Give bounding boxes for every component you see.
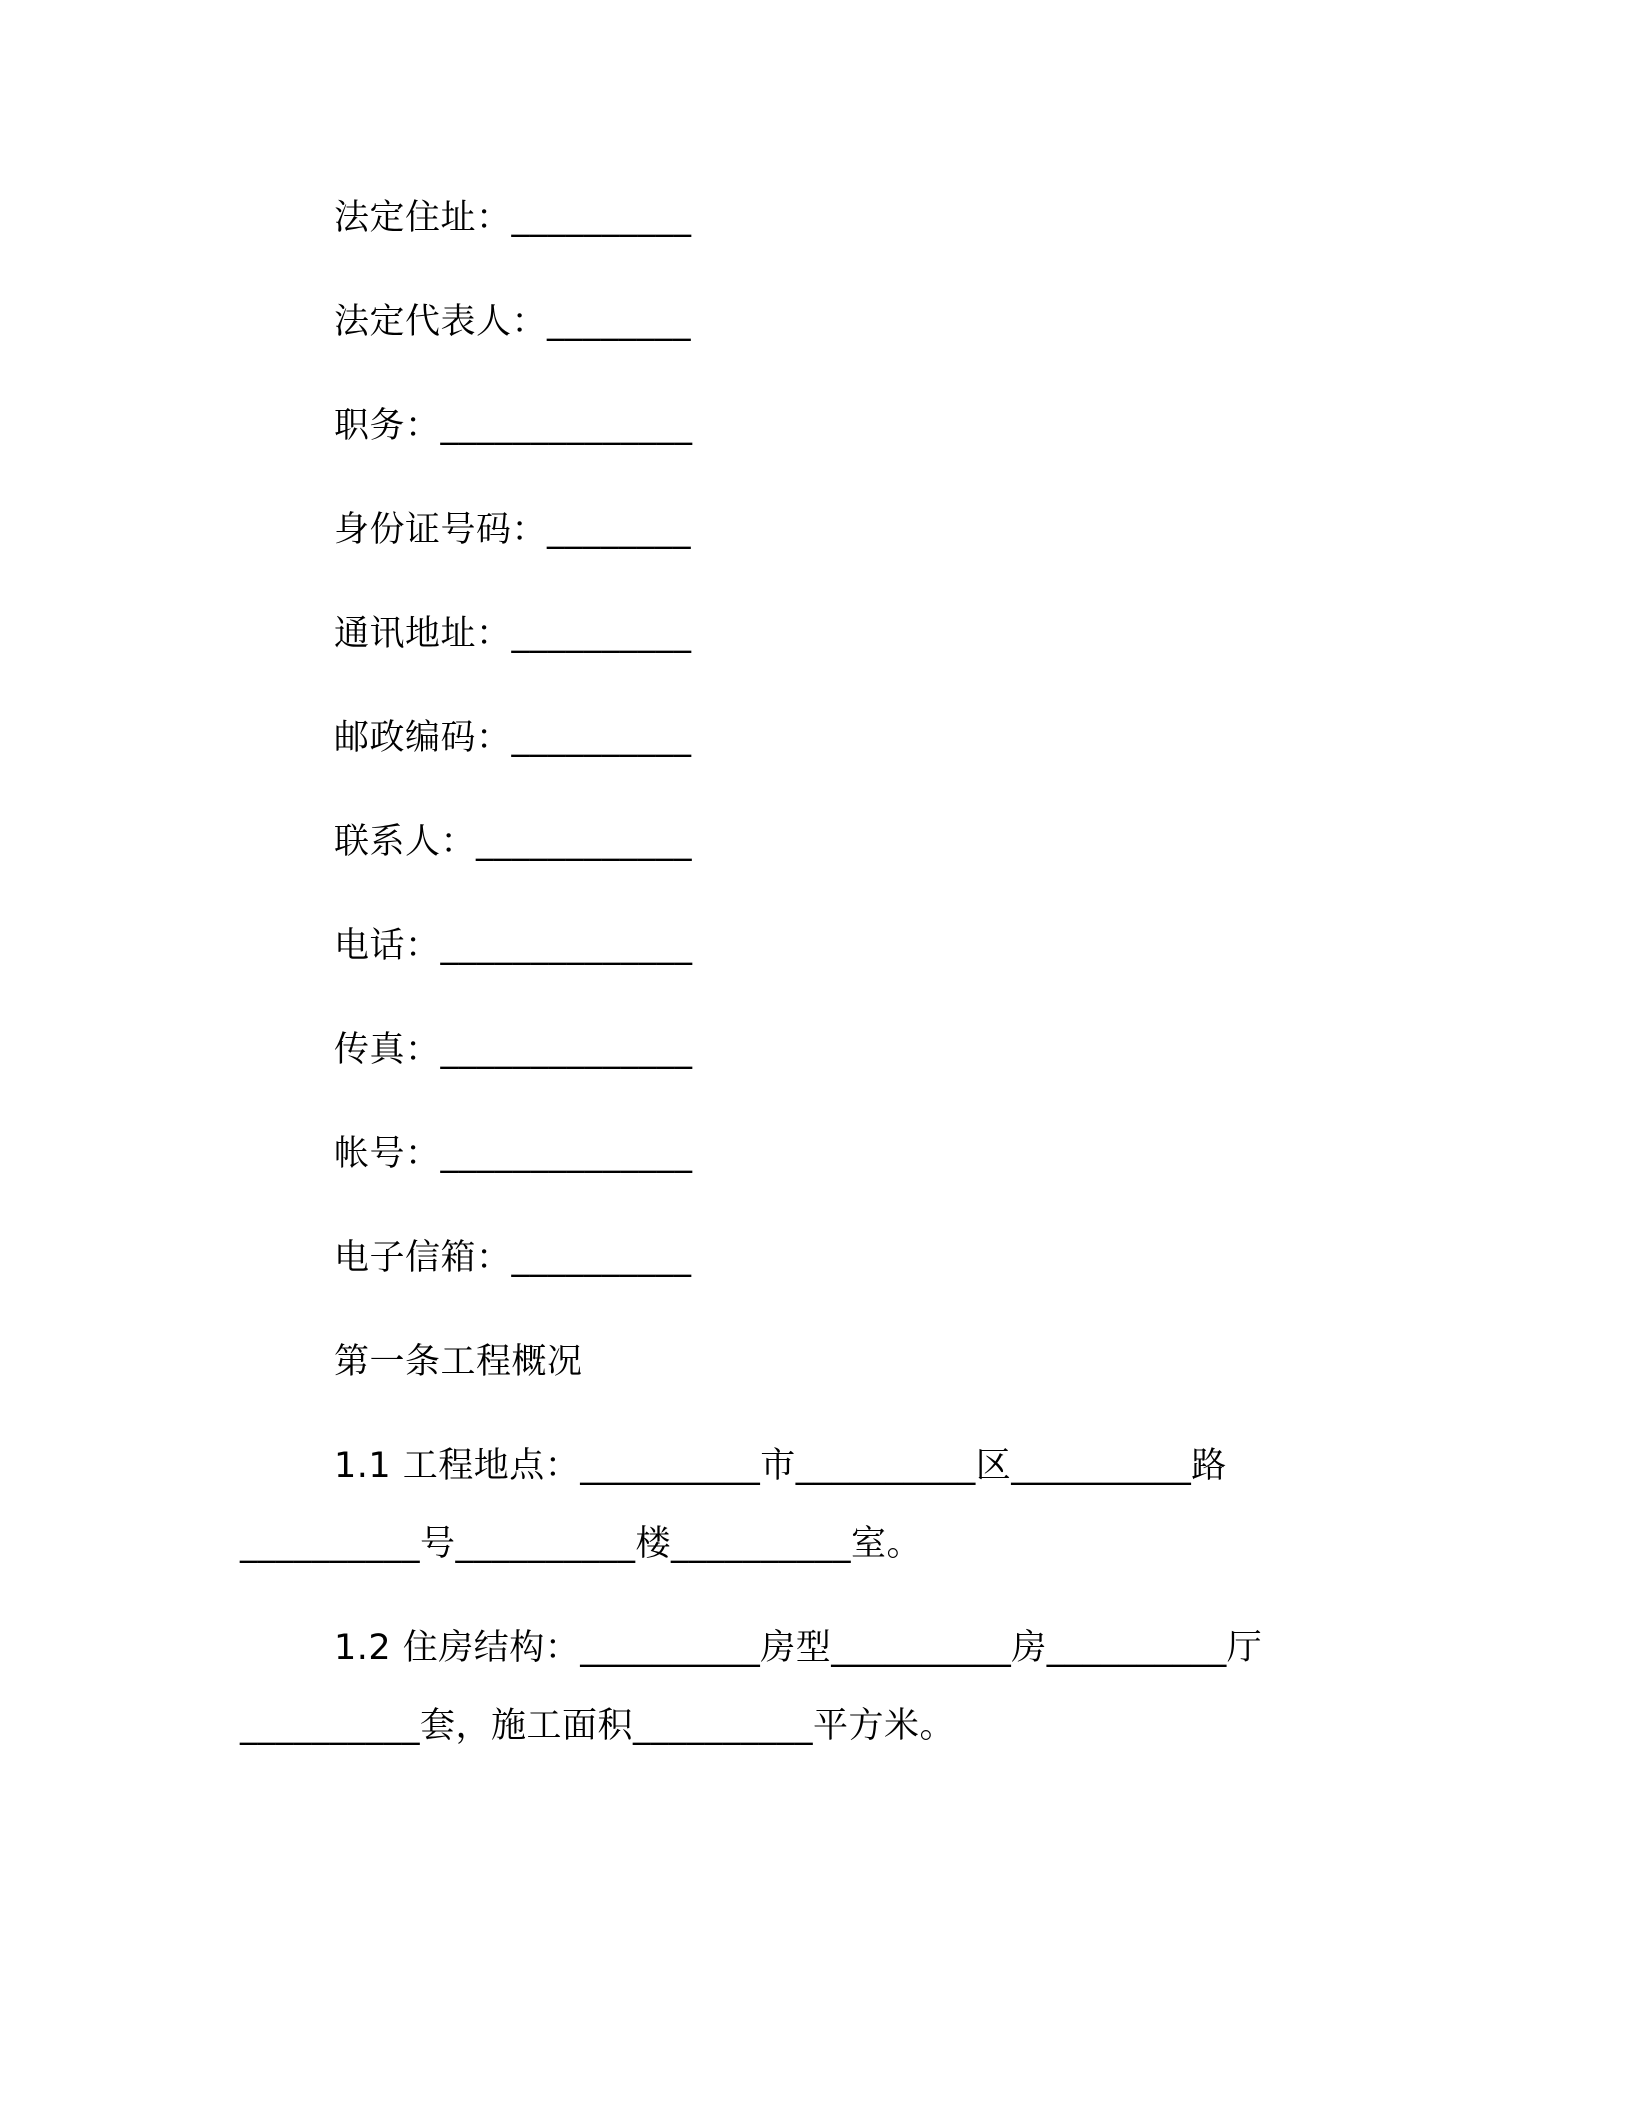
clause-1-2-line2: __________套，施工面积__________平方米。 (240, 1706, 956, 1746)
field-fax: 传真：______________ (334, 1030, 693, 1070)
article-title: 第一条工程概况 (334, 1342, 583, 1382)
field-contact-person: 联系人：____________ (334, 822, 693, 862)
clause-1-1-line1: 1.1 工程地点：__________市__________区__________路 (334, 1446, 1227, 1486)
clause-1-2-line1: 1.2 住房结构：__________房型__________房__________厅 (334, 1628, 1263, 1668)
field-email: 电子信箱：__________ (334, 1238, 692, 1278)
clause-1-1-line2: __________号__________楼__________室。 (240, 1524, 923, 1564)
field-legal-representative: 法定代表人：________ (334, 302, 692, 342)
field-legal-address: 法定住址：__________ (334, 198, 692, 238)
field-postal-code: 邮政编码：__________ (334, 718, 692, 758)
field-account: 帐号：______________ (334, 1134, 693, 1174)
field-phone: 电话：______________ (334, 926, 693, 966)
field-mailing-address: 通讯地址：__________ (334, 614, 692, 654)
field-id-number: 身份证号码：________ (334, 510, 692, 550)
field-position: 职务：______________ (334, 406, 693, 446)
